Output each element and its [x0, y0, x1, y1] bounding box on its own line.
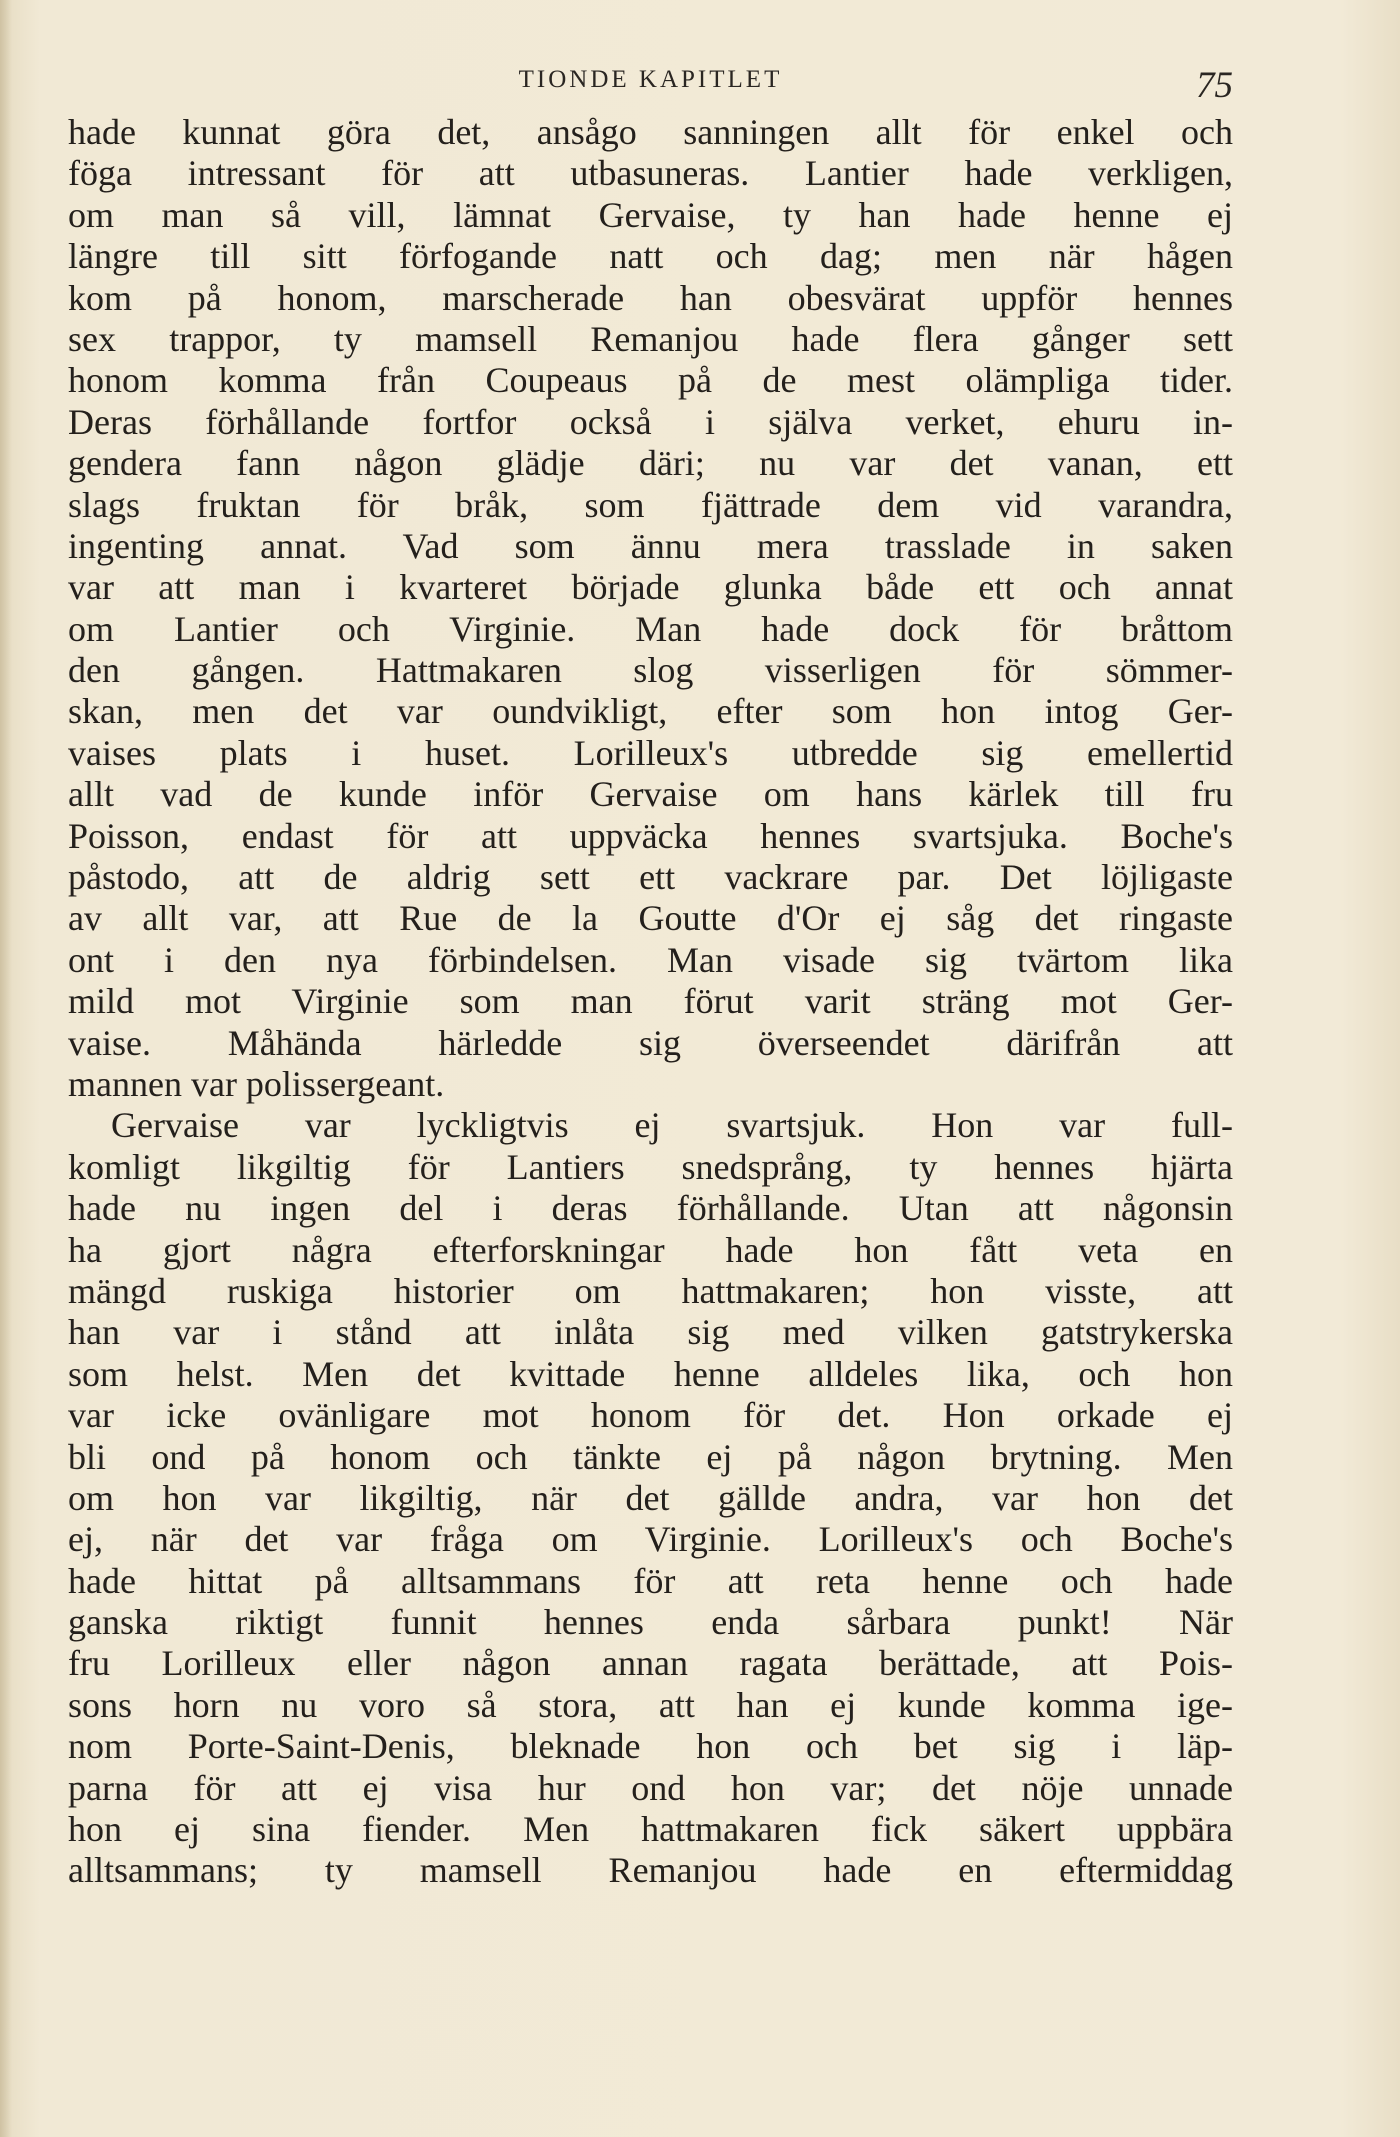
- text-line: mängd ruskiga historier om hattmakaren; hon visste, att: [68, 1270, 1233, 1311]
- text-line: hade kunnat göra det, ansågo sanningen allt för enkel och: [68, 112, 1233, 152]
- text-line: om man så vill, lämnat Gervaise, ty han hade henne ej: [68, 194, 1233, 235]
- text-line: komligt likgiltig för Lantiers snedsprång, ty hennes hjärta: [68, 1146, 1233, 1187]
- text-line: ej, när det var fråga om Virginie. Lorilleux's och Boche's: [68, 1519, 1233, 1560]
- page-header: [68, 64, 1233, 114]
- text-line: om Lantier och Virginie. Man hade dock för bråttom: [68, 608, 1233, 649]
- text-line: vaises plats i huset. Lorilleux's utbredde sig emellertid: [68, 732, 1233, 773]
- text-line: hade nu ingen del i deras förhållande. Utan att någonsin: [68, 1188, 1233, 1229]
- text-line: var icke ovänligare mot honom för det. Hon orkade ej: [68, 1395, 1233, 1436]
- text-line: längre till sitt förfogande natt och dag; men när hågen: [68, 236, 1233, 277]
- text-line: hade hittat på alltsammans för att reta henne och hade: [68, 1560, 1233, 1601]
- paragraph-start-line: Gervaise var lyckligtvis ej svartsjuk. Hon var full-: [111, 1105, 1233, 1146]
- text-line: den gången. Hattmakaren slog visserligen för sömmer-: [68, 650, 1233, 691]
- text-line: ingenting annat. Vad som ännu mera trasslade in saken: [68, 525, 1233, 566]
- text-line: ha gjort några efterforskningar hade hon fått veta en: [68, 1229, 1233, 1270]
- text-line: påstodo, att de aldrig sett ett vackrare par. Det löjligaste: [68, 857, 1233, 898]
- text-line: han var i stånd att inlåta sig med vilken gatstrykerska: [68, 1312, 1233, 1353]
- text-line: skan, men det var oundvikligt, efter som hon intog Ger-: [68, 691, 1233, 732]
- text-line: ganska riktigt funnit hennes enda sårbara punkt! När: [68, 1602, 1233, 1643]
- text-line: nom Porte-Saint-Denis, bleknade hon och bet sig i läp-: [68, 1726, 1233, 1767]
- text-line: mild mot Virginie som man förut varit sträng mot Ger-: [68, 981, 1233, 1022]
- text-line: alltsammans; ty mamsell Remanjou hade en eftermiddag: [68, 1850, 1233, 1891]
- text-line: av allt var, att Rue de la Goutte d'Or ej såg det ringaste: [68, 898, 1233, 939]
- text-line: gendera fann någon glädje däri; nu var det vanan, ett: [68, 443, 1233, 484]
- text-line: hon ej sina fiender. Men hattmakaren fick säkert uppbära: [68, 1809, 1233, 1850]
- text-line: honom komma från Coupeaus på de mest olämpliga tider.: [68, 360, 1233, 401]
- text-line: bli ond på honom och tänkte ej på någon brytning. Men: [68, 1436, 1233, 1477]
- text-line: fru Lorilleux eller någon annan ragata berättade, att Pois-: [68, 1643, 1233, 1684]
- text-line: var att man i kvarteret började glunka både ett och annat: [68, 567, 1233, 608]
- text-line: vaise. Måhända härledde sig överseendet därifrån att: [68, 1022, 1233, 1063]
- text-line: Poisson, endast för att uppväcka hennes svartsjuka. Boche's: [68, 815, 1233, 856]
- running-head: TIONDE KAPITLET: [518, 66, 783, 93]
- text-line: sons horn nu voro så stora, att han ej kunde komma ige-: [68, 1684, 1233, 1725]
- body-text: [68, 112, 1233, 1892]
- text-line: ont i den nya förbindelsen. Man visade sig tvärtom lika: [68, 939, 1233, 980]
- page-number: 75: [1196, 65, 1233, 106]
- text-line: om hon var likgiltig, när det gällde andra, var hon det: [68, 1477, 1233, 1518]
- text-line: Deras förhållande fortfor också i själva verket, ehuru in-: [68, 401, 1233, 442]
- text-line: kom på honom, marscherade han obesvärat uppför hennes: [68, 277, 1233, 318]
- text-line: slags fruktan för bråk, som fjättrade dem vid varandra,: [68, 484, 1233, 525]
- text-line: föga intressant för att utbasuneras. Lantier hade verkligen,: [68, 153, 1233, 194]
- paragraph-end-line: mannen var polissergeant.: [68, 1063, 445, 1104]
- text-line: parna för att ej visa hur ond hon var; det nöje unnade: [68, 1767, 1233, 1808]
- text-line: allt vad de kunde inför Gervaise om hans kärlek till fru: [68, 774, 1233, 815]
- text-line: som helst. Men det kvittade henne alldeles lika, och hon: [68, 1353, 1233, 1394]
- text-line: sex trappor, ty mamsell Remanjou hade flera gånger sett: [68, 318, 1233, 359]
